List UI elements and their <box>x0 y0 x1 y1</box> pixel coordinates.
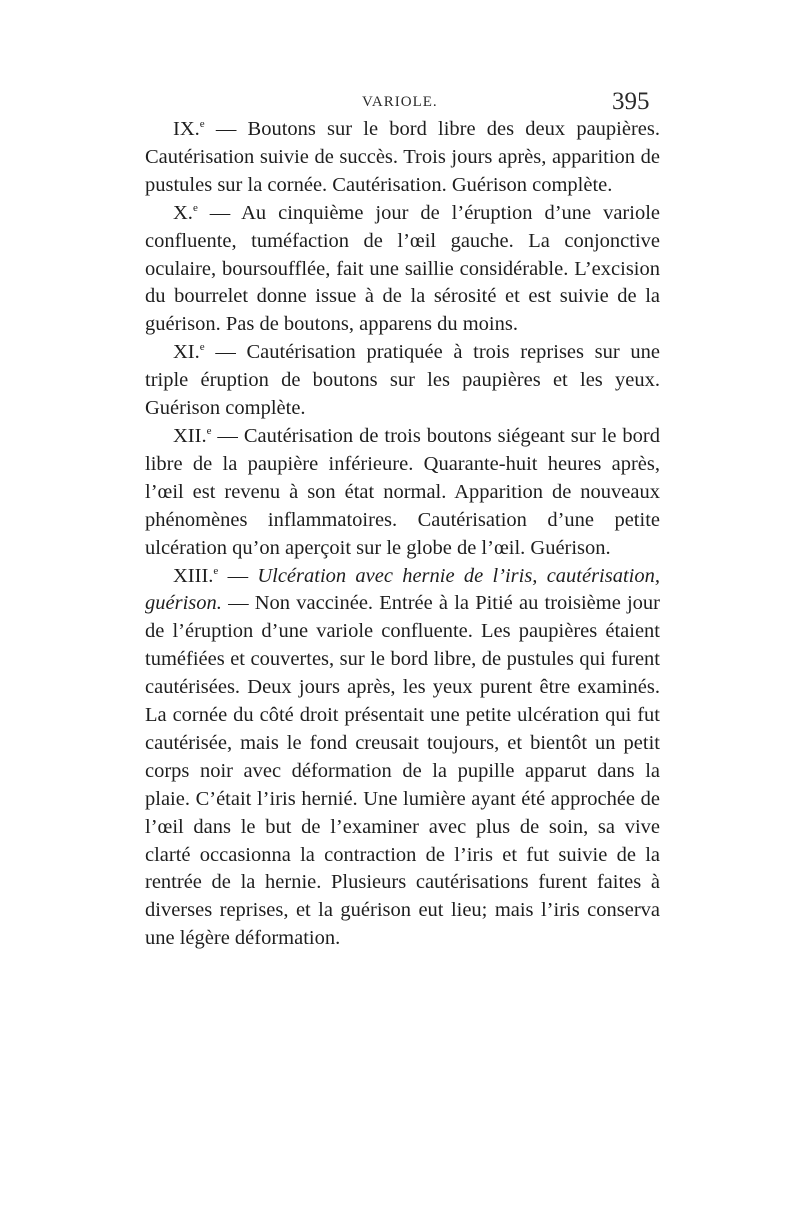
case-number: IX.$^e$ <box>173 118 205 140</box>
case-paragraph-xii: XII.$^e$ — Cautérisation de trois boutons siégeant sur le bord libre de la paupière inférieure. Quarante-huit heures après, l’œil est revenu à son état normal. Apparition de nouveaux phénomènes inflammatoires. Cautérisation d’une petite ulcération qu’on aperçoit sur le globe de l’œil. Guérison. <box>145 424 661 559</box>
case-number: XII.$^e$ <box>173 424 212 447</box>
case-paragraph-x: X.$^e$ — Au cinquième jour de l’éruption d’une variole confluente, tuméfaction de l’œil gauche. La conjonctive oculaire, boursoufflée, fait une saillie considérable. L’excision du bourrelet donne issue à de la sérosité et est suivie de la guérison. Pas de boutons, apparens du moins. <box>145 201 660 336</box>
paragraph-text: Au cinquième jour de l’éruption d’une variole confluente, tuméfaction de l’œil gauche. La conjonctive oculaire, boursoufflée, fait une saillie considérable. L’excision du bourrelet donne issue à de la sérosité et est suivie de la guérison. Pas de boutons, apparens du moins. <box>145 201 660 336</box>
case-title: Ulcération avec hernie de l’iris, cautérisation, guérison. <box>145 564 660 615</box>
paragraph-text: Cautérisation de trois boutons siégeant sur le bord libre de la paupière inférieure. Quarante-huit heures après, l’œil est revenu à son état normal. Apparition de nouveaux phénomènes inflammatoires. Cautérisation d’une petite ulcération qu’on aperçoit sur le globe de l’œil. Guérison. <box>145 424 661 559</box>
case-paragraph-ix: IX.$^e$ — Boutons sur le bord libre des deux paupières. Cautérisation suivie de succès. Trois jours après, apparition de pustules sur la cornée. Cautérisation. Guérison complète. <box>145 118 661 196</box>
case-paragraph-xi: XI.$^e$ — Cautérisation pratiquée à trois reprises sur une triple éruption de boutons sur les paupières et les yeux. Guérison complète. <box>145 341 660 420</box>
paragraph-text: Cautérisation pratiquée à trois reprises sur une triple éruption de boutons sur les paupières et les yeux. Guérison complète. <box>145 341 660 420</box>
paragraph-text: — Non vaccinée. Entrée à la Pitié au troisième jour de l’éruption d’une variole confluente. Les paupières étaient tuméfiées et couvertes, sur le bord libre, de pustules qui furent cautérisées. Deux jours après, les yeux purent être examinés. La cornée du côté droit présentait une petite ulcération qui fut cautérisée, mais le fond creusait toujours, et bientôt un petit corps noir avec déformation de la pupille apparut dans la plaie. C’était l’iris hernié. Une lumière ayant été approchée de l’œil dans le but de l’examiner avec plus de soin, sa vive clarté occasionna la contraction de l’iris et fut suivie de la rentrée de la hernie. Plusieurs cautérisations furent faites à diverses reprises, et la guérison eut lieu; mais l’iris conserva une légère déformation. <box>145 592 660 950</box>
case-number: XI.$^e$ <box>173 341 205 364</box>
case-paragraph-xiii: XIII.$^e$ — Ulcération avec hernie de l’iris, cautérisation, guérison. — Non vaccinée. Entrée à la Pitié au troisième jour de l’éruption d’une variole confluente. Les paupières étaient tuméfiées et couvertes, sur le bord libre, de pustules qui furent cautérisées. Deux jours après, les yeux purent être examinés. La cornée du côté droit présentait une petite ulcération qui fut cautérisée, mais le fond creusait toujours, et bientôt un petit corps noir avec déformation de la pupille apparut dans la plaie. C’était l’iris hernié. Une lumière ayant été approchée de l’œil dans le but de l’examiner avec plus de soin, sa vive clarté occasionna la contraction de l’iris et fut suivie de la rentrée de la hernie. Plusieurs cautérisations furent faites à diverses reprises, et la guérison eut lieu; mais l’iris conserva une légère déformation. <box>145 564 660 950</box>
case-number: X.$^e$ <box>173 201 198 224</box>
running-title: VARIOLE. <box>362 94 438 110</box>
case-number: XIII.$^e$ <box>173 564 219 587</box>
page-number: 395 <box>612 88 650 115</box>
paragraph-text: Boutons sur le bord libre des deux paupières. Cautérisation suivie de succès. Trois jours après, apparition de pustules sur la cornée. Cautérisation. Guérison complète. <box>145 118 661 196</box>
body-text <box>145 116 660 953</box>
